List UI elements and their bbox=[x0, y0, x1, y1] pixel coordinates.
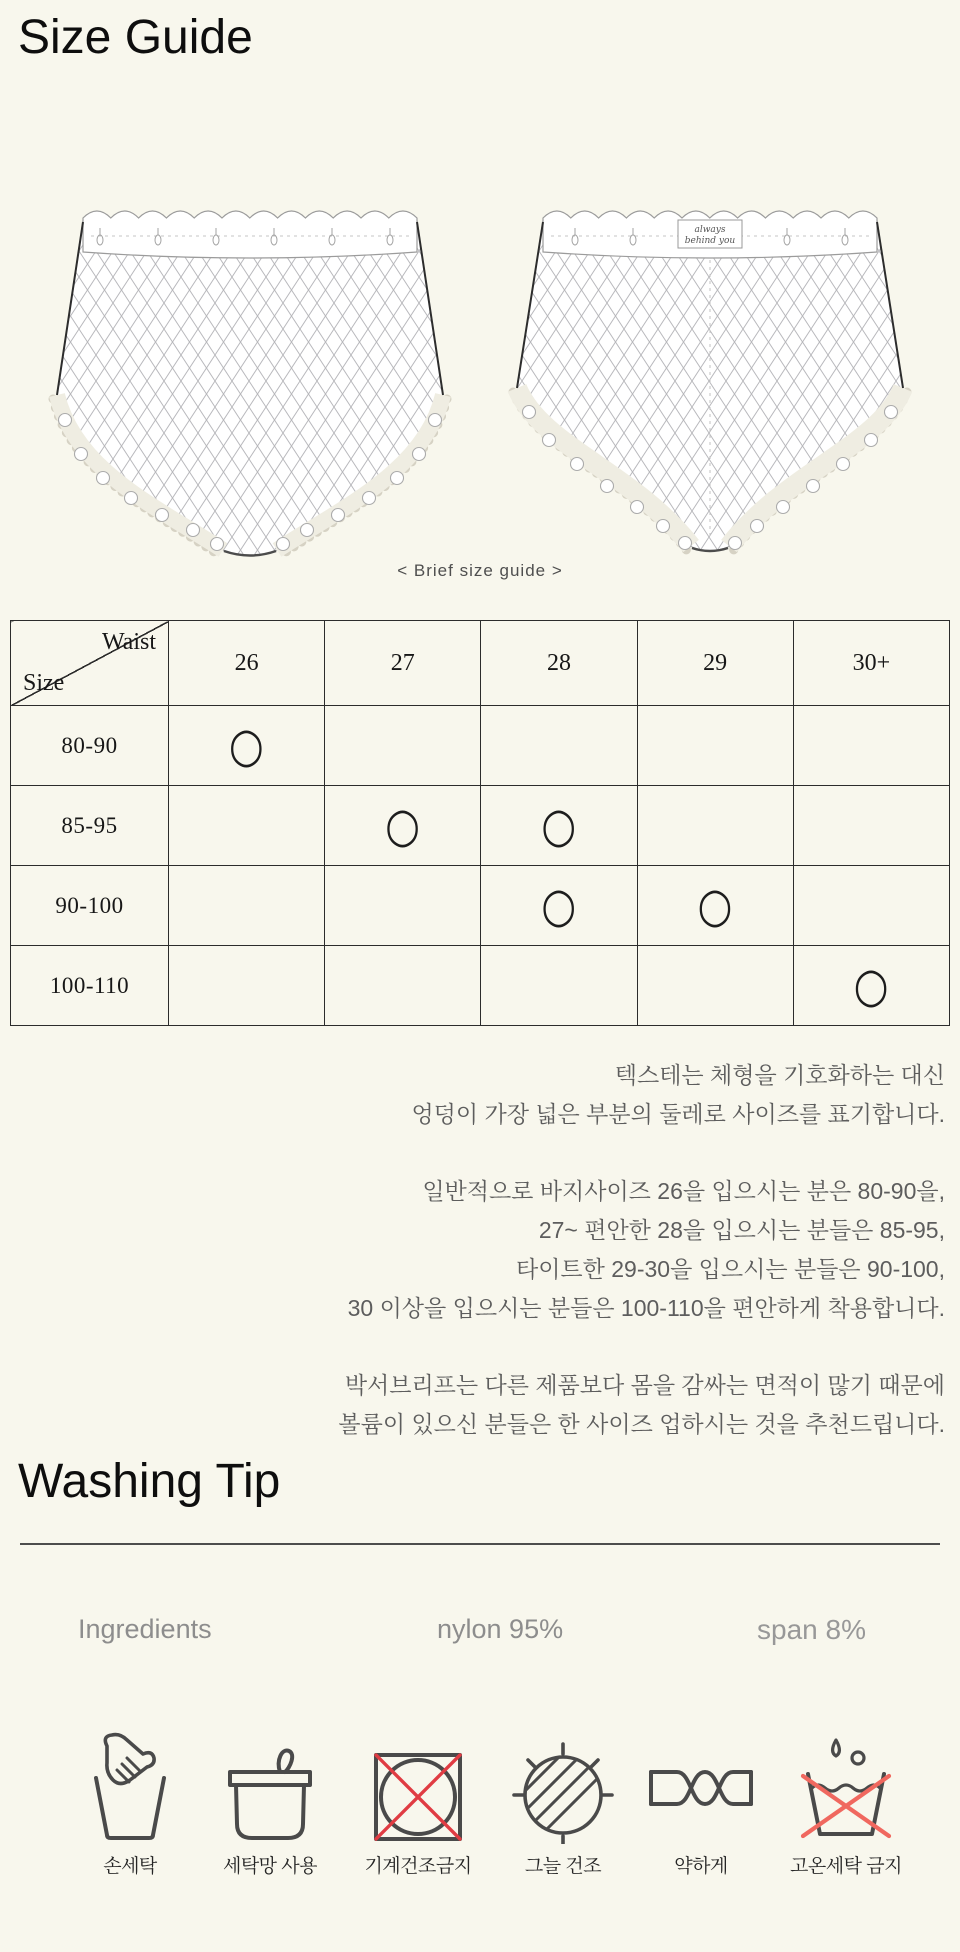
ingredient-nylon: nylon 95% bbox=[437, 1614, 564, 1644]
ingredient-span: span 8% bbox=[757, 1614, 866, 1645]
row-label: 85-95 bbox=[11, 786, 169, 866]
row-label: 90-100 bbox=[11, 866, 169, 946]
care-item-no-machine-dry bbox=[343, 1732, 493, 1878]
col-header-30plus: 30+ bbox=[793, 621, 949, 706]
size-table bbox=[10, 620, 950, 1026]
table-row bbox=[11, 866, 950, 946]
care-icon-label: 고온세탁 금지 bbox=[790, 1856, 902, 1877]
gentle-wash-icon bbox=[643, 1758, 759, 1818]
size-mark: ○ bbox=[697, 877, 733, 934]
care-icon-label: 세탁망 사용 bbox=[222, 1856, 318, 1877]
brief-back-illustration bbox=[505, 160, 915, 560]
care-icon-label: 약하게 bbox=[674, 1856, 728, 1877]
brand-tag-line1: always bbox=[694, 225, 726, 235]
note-paragraph-2: 일반적으로 바지사이즈 26을 입으시는 분은 80-90을, 27~ 편안한 28을 입으시는 분들은 85-95, 타이트한 29-30을 입으시는 분들은 90-100, 30 이상을 입으시는 분들은 100-110을 편안하게 착용합니다. bbox=[347, 1178, 945, 1321]
brief-back-drawing bbox=[505, 160, 915, 560]
row-label: 80-90 bbox=[11, 706, 169, 786]
washing-tip-title: Washing Tip bbox=[18, 1455, 281, 1508]
col-header-26: 26 bbox=[169, 621, 325, 706]
size-header: Size bbox=[23, 670, 65, 696]
col-header-28: 28 bbox=[481, 621, 637, 706]
no-hot-wash-icon bbox=[795, 1732, 897, 1844]
laundry-net-icon bbox=[222, 1738, 318, 1844]
table-row bbox=[11, 946, 950, 1026]
care-icon-label: 손세탁 bbox=[103, 1856, 157, 1877]
size-mark: ○ bbox=[853, 957, 890, 1014]
brief-front-illustration bbox=[45, 160, 455, 560]
care-item-shade-dry bbox=[488, 1732, 638, 1878]
shade-dry-icon bbox=[512, 1742, 614, 1844]
section-divider bbox=[20, 1543, 940, 1545]
size-mark: ○ bbox=[541, 877, 577, 934]
care-item-gentle-wash bbox=[626, 1732, 776, 1878]
table-row bbox=[11, 706, 950, 786]
care-item-no-hot-wash bbox=[771, 1732, 921, 1878]
table-header-row bbox=[11, 621, 950, 706]
size-mark: ○ bbox=[228, 717, 265, 774]
care-icons-row bbox=[0, 1732, 960, 1892]
care-icon-label: 그늘 건조 bbox=[524, 1856, 602, 1877]
ingredients-label: Ingredients bbox=[78, 1614, 212, 1644]
table-row bbox=[11, 786, 950, 866]
brand-tag bbox=[678, 220, 742, 248]
col-header-27: 27 bbox=[325, 621, 481, 706]
size-mark: ○ bbox=[385, 797, 421, 854]
hand-wash-icon bbox=[80, 1732, 180, 1844]
care-icon-label: 기계건조금지 bbox=[364, 1856, 472, 1877]
no-machine-dry-icon bbox=[371, 1750, 465, 1844]
note-paragraph-1: 텍스테는 체형을 기호화하는 대신 엉덩이 가장 넓은 부분의 둘레로 사이즈를 표기합니다. bbox=[411, 1062, 945, 1127]
waist-header: Waist bbox=[101, 629, 156, 655]
brief-size-guide-caption: < Brief size guide > bbox=[397, 561, 563, 580]
table-corner-cell bbox=[11, 621, 169, 706]
size-notes bbox=[0, 1056, 945, 1482]
size-guide-title: Size Guide bbox=[18, 11, 253, 64]
ingredients-row bbox=[0, 1614, 960, 1650]
care-item-hand-wash bbox=[55, 1732, 205, 1878]
brand-tag-line2: behind you bbox=[684, 236, 736, 246]
brief-front-drawing bbox=[45, 160, 455, 560]
size-mark: ○ bbox=[541, 797, 577, 854]
col-header-29: 29 bbox=[637, 621, 793, 706]
care-item-laundry-net bbox=[195, 1732, 345, 1878]
row-label: 100-110 bbox=[11, 946, 169, 1026]
note-paragraph-3: 박서브리프는 다른 제품보다 몸을 감싸는 면적이 많기 때문에 볼륨이 있으신 분들은 한 사이즈 업하시는 것을 추천드립니다. bbox=[338, 1372, 945, 1437]
